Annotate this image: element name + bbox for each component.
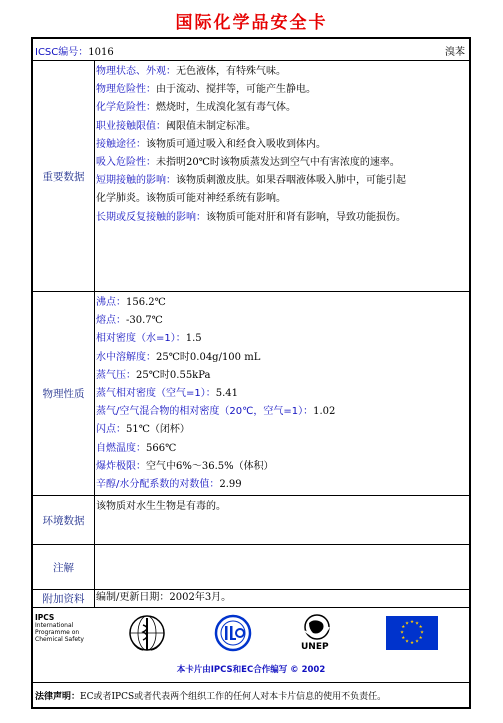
ipcs-line3: Chemical Safety — [35, 636, 84, 643]
property-value: 空气中6%～36.5%（体积） — [146, 460, 274, 472]
svg-text:★: ★ — [399, 630, 405, 636]
hazard-value: 燃烧时，生成溴化氢有毒气体。 — [156, 102, 296, 114]
icsc-value: 1016 — [88, 47, 114, 58]
property-line — [96, 294, 469, 312]
hazard-value: 无色液体，有特殊气味。 — [176, 66, 286, 77]
additional-text: 编制/更新日期：2002年3月。 — [96, 592, 232, 603]
additional-label: 附加资料 — [33, 590, 95, 607]
svg-text:★: ★ — [401, 625, 406, 630]
property-value: -30.7℃ — [126, 315, 163, 327]
hazard-value: 由于流动、搅拌等，可能产生静电。 — [156, 84, 316, 96]
who-logo-icon — [127, 613, 167, 653]
notes-section — [33, 545, 469, 590]
property-key: 爆炸极限： — [96, 460, 146, 472]
chemical-name: 溴苯 — [445, 47, 465, 58]
property-key: 辛醇/水分配系数的对数值： — [96, 478, 220, 490]
hazard-key: 短期接触的影响： — [96, 175, 176, 187]
svg-text:★: ★ — [418, 636, 423, 641]
hazard-key: 职业接触限值： — [96, 120, 166, 132]
hazard-key: 化学危险性： — [96, 102, 156, 114]
hazard-line — [96, 136, 469, 154]
hazard-value: 阈限值未制定标准。 — [166, 120, 256, 132]
legal-key: 法律声明： — [35, 692, 81, 702]
property-key: 闪点： — [96, 424, 126, 436]
hazards-content — [96, 61, 469, 291]
unep-logo-icon — [297, 613, 337, 645]
hazard-key: 接触途径： — [96, 138, 146, 150]
physical-content — [96, 292, 469, 495]
environment-text: 该物质对水生生物是有毒的。 — [96, 501, 226, 512]
hazards-section — [33, 61, 469, 292]
notes-content — [96, 545, 469, 589]
property-value: 2.99 — [219, 478, 242, 490]
hazard-key: 吸入危险性： — [96, 156, 156, 168]
hazard-key: 物理状态、外观： — [96, 66, 176, 77]
property-value: 1.5 — [185, 333, 202, 345]
svg-text:★: ★ — [404, 621, 410, 627]
hazard-key: 物理危险性： — [96, 84, 156, 96]
hazard-line — [96, 63, 469, 81]
eu-flag-icon — [386, 616, 438, 650]
hazard-line — [96, 118, 469, 136]
svg-text:★: ★ — [409, 641, 415, 646]
hazard-key: 长期或反复接触的影响： — [96, 211, 206, 223]
page-title: 国际化学品安全卡 — [175, 13, 328, 33]
svg-text:★: ★ — [404, 639, 410, 645]
property-line — [96, 385, 469, 403]
additional-section — [33, 590, 469, 608]
icsc-number — [35, 43, 114, 58]
property-key: 水中溶解度： — [96, 351, 156, 363]
hazard-value: 该物质刺激皮肤。如果吞咽液体吸入肺中，可能引起 — [176, 175, 406, 187]
property-value: 25℃时0.04g/100 mL — [156, 351, 261, 363]
hazard-line — [96, 81, 469, 99]
unep-label: UNEP — [301, 642, 329, 652]
environment-content — [96, 496, 469, 544]
property-value: 1.02 — [313, 406, 336, 418]
physical-section — [33, 292, 469, 496]
ipcs-line2: Programme on — [35, 629, 80, 636]
hazard-line — [96, 99, 469, 117]
id-row — [33, 39, 469, 61]
property-key: 相对密度（水=1）： — [96, 333, 186, 345]
property-key: 蒸气压： — [96, 369, 136, 381]
svg-text:★: ★ — [409, 620, 415, 625]
svg-text:★: ★ — [419, 630, 425, 636]
hazard-value: 该物质可能对肝和肾有影响，导致功能损伤。 — [206, 211, 406, 223]
ilo-logo-icon — [213, 613, 253, 653]
property-value: 25℃时0.55kPa — [136, 369, 211, 381]
property-key: 自燃温度： — [96, 442, 146, 454]
svg-text:★: ★ — [414, 621, 420, 627]
additional-content — [96, 590, 469, 607]
property-value: 5.41 — [215, 387, 239, 399]
ipcs-line1: International — [35, 622, 74, 629]
hazard-value: 未指明20℃时该物质蒸发达到空气中有害浓度的速率。 — [156, 156, 400, 168]
property-line — [96, 440, 469, 458]
hazard-value: 该物质可通过吸入和经食入吸收到体内。 — [146, 138, 326, 150]
hazards-label: 重要数据 — [33, 61, 95, 291]
property-key: 熔点： — [96, 315, 126, 327]
icsc-label: ICSC编号： — [35, 47, 89, 58]
ipcs-title: IPCS — [35, 613, 55, 622]
svg-text:★: ★ — [401, 636, 406, 641]
hazard-line — [96, 172, 469, 190]
property-line — [96, 312, 469, 330]
property-line — [96, 458, 469, 476]
property-line — [96, 330, 469, 348]
property-key: 沸点： — [96, 297, 126, 308]
property-value: 566℃ — [146, 442, 177, 454]
property-key: 蒸气/空气混合物的相对密度（20℃，空气=1）： — [96, 406, 314, 418]
property-line — [96, 367, 469, 385]
ipcs-block — [35, 614, 84, 643]
property-line — [96, 421, 469, 439]
notes-label: 注解 — [33, 545, 95, 589]
credit-line: 本卡片由IPCS和EC合作编写 © 2002 — [176, 665, 326, 675]
safety-card — [31, 37, 471, 709]
property-key: 蒸气相对密度（空气=1）： — [96, 387, 216, 399]
svg-text:★: ★ — [418, 625, 423, 630]
property-line — [96, 403, 469, 421]
property-value: 156.2℃ — [126, 297, 166, 308]
svg-text:★: ★ — [414, 639, 420, 645]
hazard-line — [96, 209, 469, 227]
environment-label: 环境数据 — [33, 496, 95, 544]
notes-text — [96, 547, 469, 565]
property-line — [96, 349, 469, 367]
hazard-value: 化学肺炎。该物质可能对神经系统有影响。 — [96, 193, 286, 205]
property-value: 51℃（闭杯） — [126, 424, 190, 436]
legal-text: EC或者IPCS或者代表两个组织工作的任何人对本卡片信息的使用不负责任。 — [80, 692, 387, 702]
physical-label: 物理性质 — [33, 292, 95, 495]
environment-section — [33, 496, 469, 545]
hazard-line — [96, 190, 469, 208]
hazard-line — [96, 154, 469, 172]
legal-notice — [33, 682, 469, 707]
property-line — [96, 476, 469, 494]
